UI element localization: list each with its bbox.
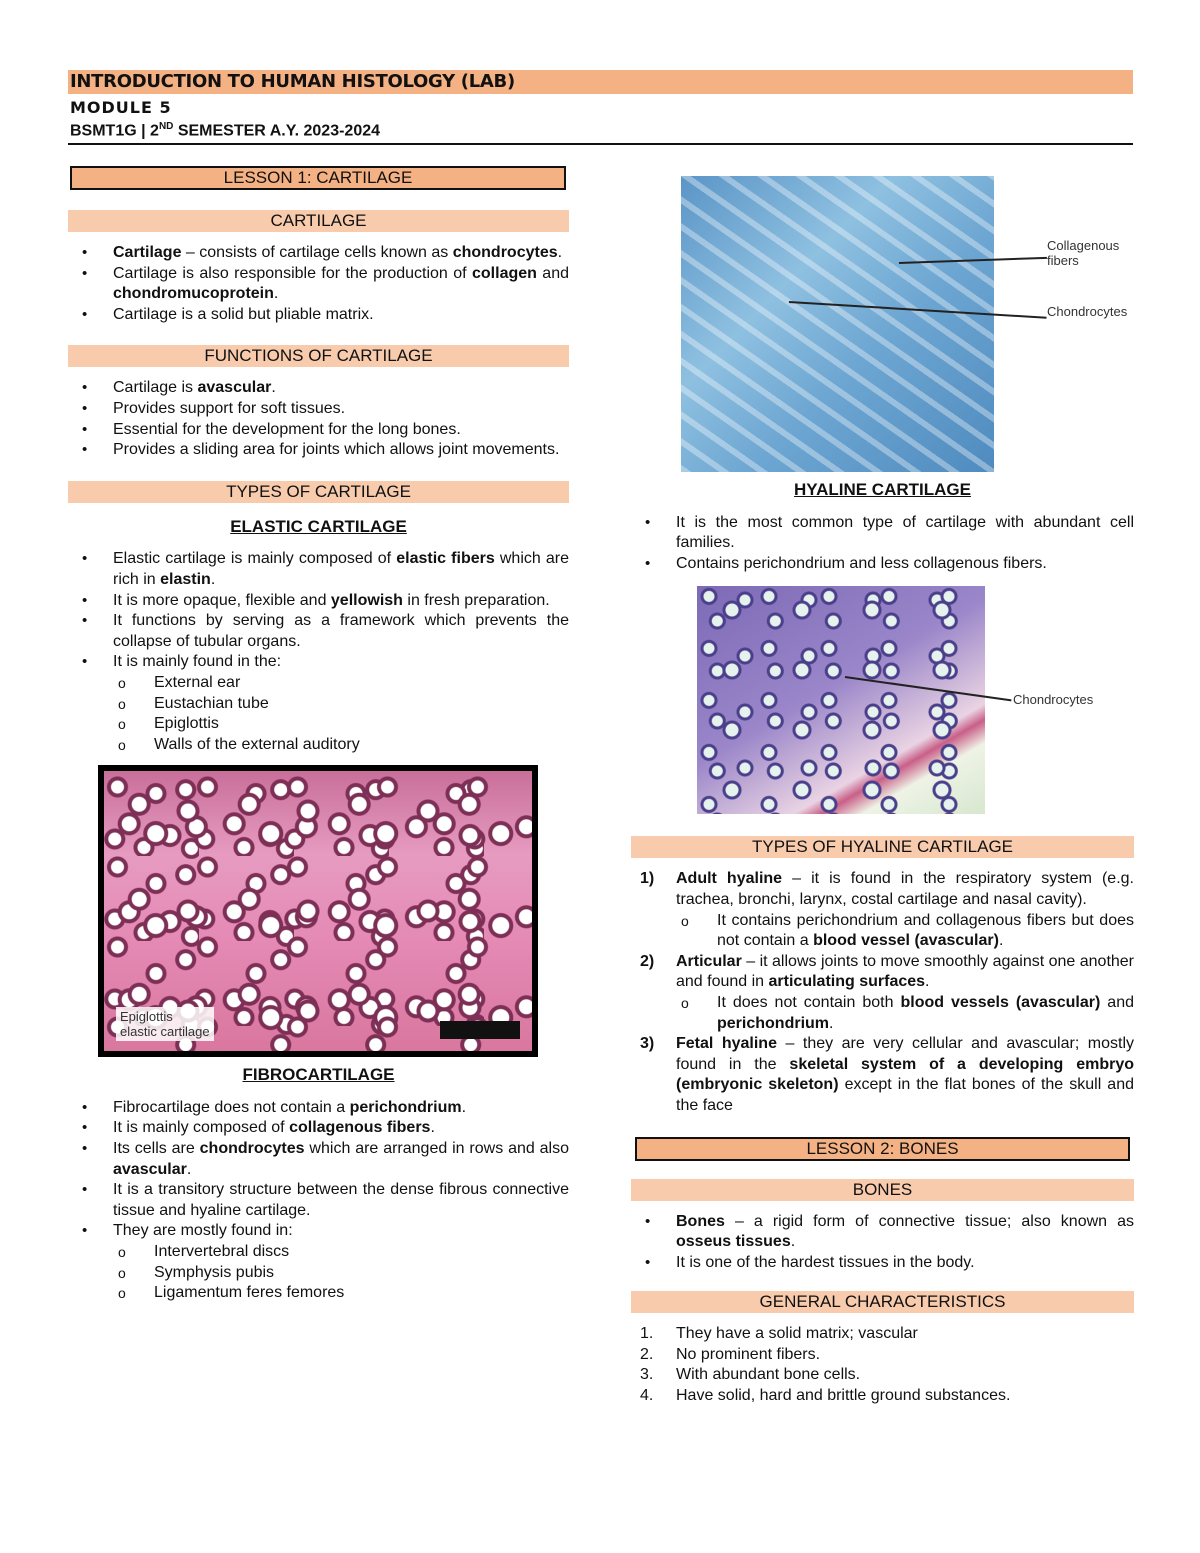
callout-chondrocytes: Chondrocytes: [1013, 692, 1094, 708]
list-item: • Cartilage is also responsible for the production of collagen and chondromucoprotein.: [68, 264, 569, 305]
scale-bar: [440, 1021, 520, 1039]
section-types-hyaline: TYPES OF HYALINE CARTILAGE: [631, 836, 1134, 858]
list-item: • Provides support for soft tissues.: [68, 399, 569, 420]
sub-item: o External ear: [113, 673, 569, 694]
micrograph-image: [104, 771, 532, 1051]
list-item: • It is the most common type of cartilage with abundant cell families.: [631, 513, 1134, 554]
list-item: 1. They have a solid matrix; vascular: [640, 1325, 918, 1343]
course-title: INTRODUCTION TO HUMAN HISTOLOGY (LAB): [68, 70, 1133, 94]
left-column: [68, 166, 569, 1304]
articular-sub: [676, 993, 1134, 1034]
semester-line: BSMT1G | 2ND SEMESTER A.Y. 2023-2024: [70, 121, 381, 140]
callout-collagenous-fibers: Collagenous fibers: [1047, 238, 1120, 268]
elastic-cartilage-heading: ELASTIC CARTILAGE: [230, 516, 407, 536]
hyaline-fibers-micrograph: [681, 176, 1128, 472]
list-item: 1) Adult hyaline – it is found in the respiratory system (e.g. trachea, bronchi, larynx, costal cartilage and nasal cavity). o It contains perichondrium and collagenous fibers but does not contain a blood vessel (avascular).: [631, 869, 1134, 951]
list-item: • It is mainly composed of collagenous fibers.: [68, 1118, 569, 1139]
hyaline-cartilage-heading: HYALINE CARTILAGE: [794, 480, 971, 499]
lesson-2-heading: LESSON 2: BONES: [635, 1137, 1130, 1161]
general-characteristics-list: [631, 1324, 1134, 1406]
list-item: • Cartilage is a solid but pliable matrix.: [68, 305, 569, 326]
callout-chondrocytes: Chondrocytes: [1047, 304, 1128, 319]
section-general-characteristics: GENERAL CHARACTERISTICS: [631, 1291, 1134, 1313]
adult-hyaline-sub: [676, 911, 1134, 952]
functions-list: [68, 378, 569, 460]
fibrocartilage-locations: [113, 1242, 569, 1304]
list-item: • Bones – a rigid form of connective tissue; also known as osseus tissues.: [631, 1212, 1134, 1253]
section-bones: BONES: [631, 1179, 1134, 1201]
bones-list: [631, 1212, 1134, 1274]
list-item: 2) Articular – it allows joints to move smoothly against one another and found in articulating surfaces. o It does not contain both blood vessels (avascular) and perichondrium.: [631, 952, 1134, 1034]
sub-item: o Symphysis pubis: [113, 1263, 569, 1284]
section-functions: FUNCTIONS OF CARTILAGE: [68, 345, 569, 367]
sub-item: o Ligamentum feres femores: [113, 1283, 569, 1304]
list-item: 4. Have solid, hard and brittle ground substances.: [640, 1387, 1011, 1405]
sub-item: o Eustachian tube: [113, 694, 569, 715]
section-types: TYPES OF CARTILAGE: [68, 481, 569, 503]
list-item: • Cartilage is avascular.: [68, 378, 569, 399]
list-item: • Provides a sliding area for joints which allows joint movements.: [68, 440, 569, 461]
fibrocartilage-list: [68, 1098, 569, 1304]
list-item: 2. No prominent fibers.: [640, 1345, 821, 1363]
list-item: • Essential for the development for the long bones.: [68, 420, 569, 441]
section-cartilage: CARTILAGE: [68, 210, 569, 232]
hyaline-micrograph: [697, 586, 1117, 814]
list-item: 3) Fetal hyaline – they are very cellular and avascular; mostly found in the skeletal system of a developing embryo (embryonic skeleton) except in the flat bones of the skull and the face: [640, 1035, 1135, 1114]
module-label: MODULE 5: [70, 98, 172, 117]
fibrocartilage-heading: FIBROCARTILAGE: [242, 1065, 395, 1085]
sub-item: o It contains perichondrium and collagenous fibers but does not contain a blood vessel (avascular).: [676, 911, 1134, 952]
list-item: • Elastic cartilage is mainly composed of elastic fibers which are rich in elastin.: [68, 549, 569, 590]
elastic-list: [68, 549, 569, 755]
header-divider: [68, 143, 1133, 145]
list-item: • Contains perichondrium and less collagenous fibers.: [631, 554, 1134, 575]
list-item: • Its cells are chondrocytes which are arranged in rows and also avascular.: [68, 1139, 569, 1180]
sub-item: o It does not contain both blood vessels (avascular) and perichondrium.: [676, 993, 1134, 1034]
list-item: • It is mainly found in the: o External ear o Eustachian tube o Epiglottis o Walls of the external auditory: [68, 652, 569, 755]
list-item: 3. With abundant bone cells.: [640, 1366, 861, 1384]
list-item: • They are mostly found in: o Intervertebral discs o Symphysis pubis o Ligamentum feres femores: [68, 1221, 569, 1303]
hyaline-types-list: [631, 869, 1134, 1116]
micrograph-image: [697, 586, 985, 814]
sub-item: o Epiglottis: [113, 714, 569, 735]
sub-item: o Walls of the external auditory: [113, 735, 569, 756]
micrograph-label: Epiglottis elastic cartilage: [116, 1007, 214, 1041]
sub-item: o Intervertebral discs: [113, 1242, 569, 1263]
list-item: • It is more opaque, flexible and yellowish in fresh preparation.: [68, 591, 569, 612]
list-item: • It functions by serving as a framework which prevents the collapse of tubular organs.: [68, 611, 569, 652]
list-item: • It is one of the hardest tissues in the body.: [631, 1253, 1134, 1274]
lesson-1-heading: LESSON 1: CARTILAGE: [70, 166, 566, 190]
list-item: • Fibrocartilage does not contain a perichondrium.: [68, 1098, 569, 1119]
right-column: [631, 166, 1134, 1407]
micrograph-image: [681, 176, 994, 472]
cartilage-list: [68, 243, 569, 325]
list-item: • Cartilage – consists of cartilage cells known as chondrocytes.: [68, 243, 569, 264]
hyaline-list: [631, 513, 1134, 575]
elastic-cartilage-micrograph: [98, 765, 538, 1057]
list-item: • It is a transitory structure between the dense fibrous connective tissue and hyaline cartilage.: [68, 1180, 569, 1221]
elastic-locations: [113, 673, 569, 755]
